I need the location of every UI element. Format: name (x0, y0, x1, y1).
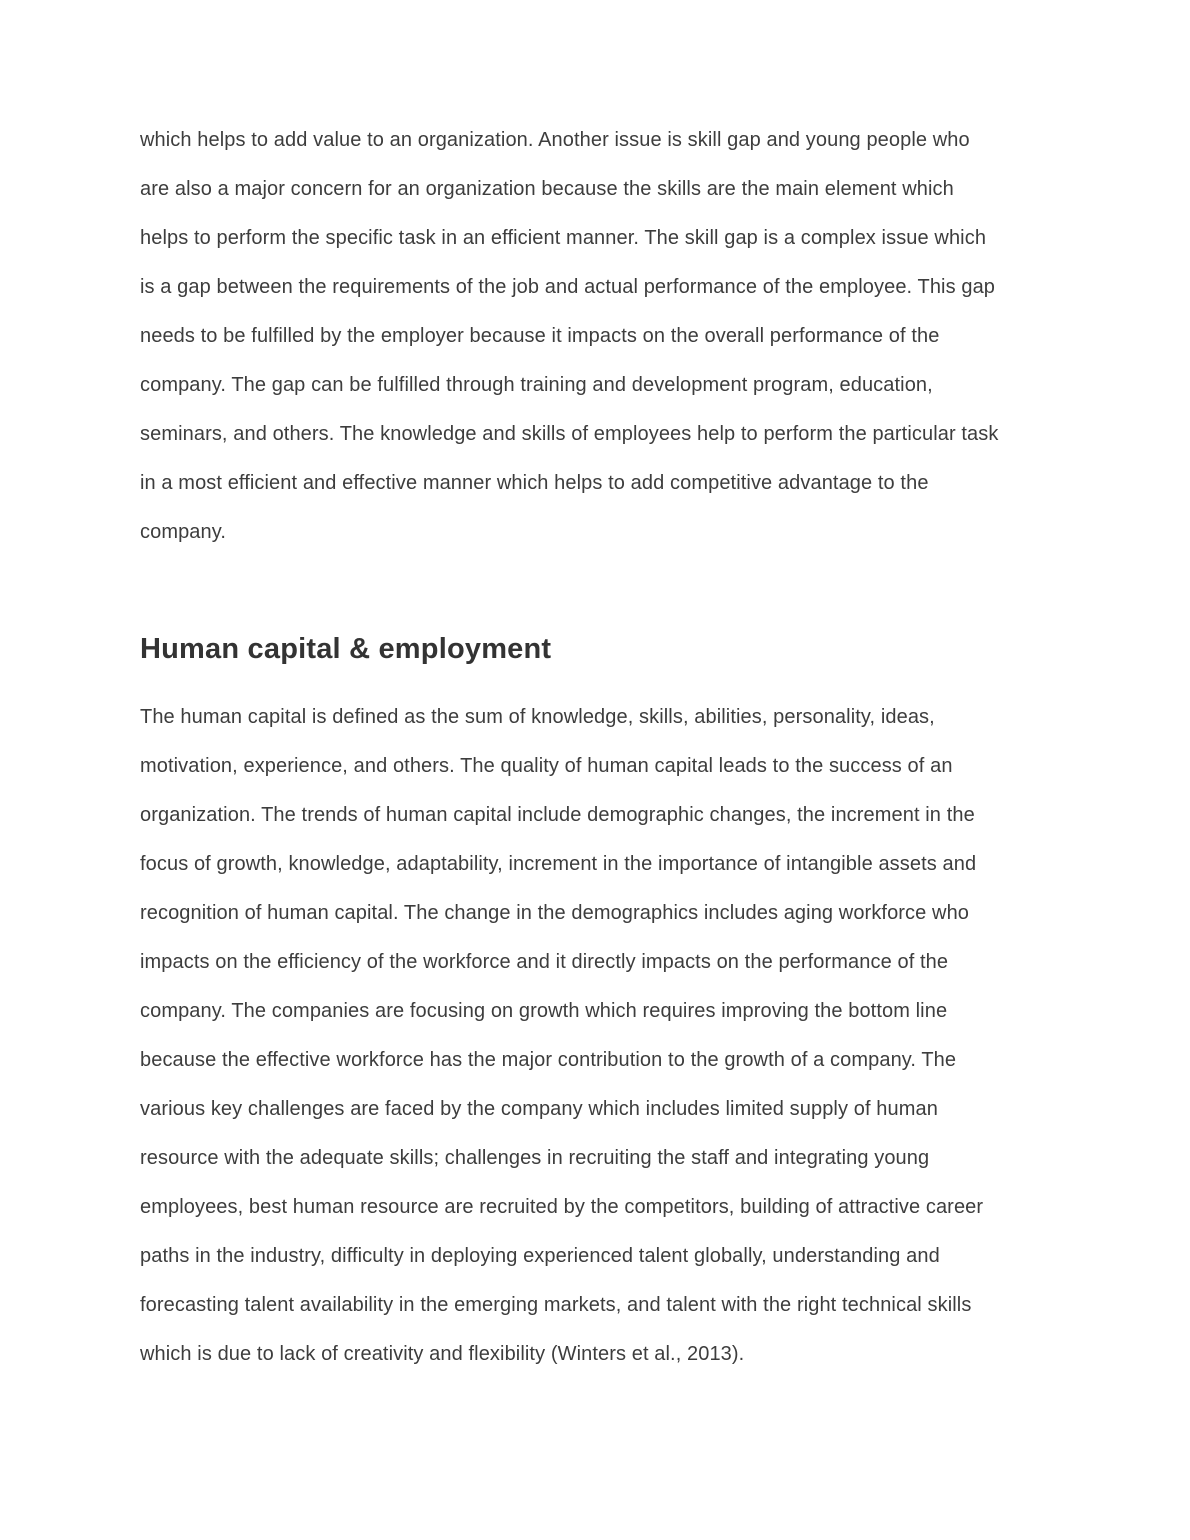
text-line: The human capital is defined as the sum of knowledge, skills, abilities, personality, ideas, (140, 706, 935, 728)
text-line: seminars, and others. The knowledge and skills of employees help to perform the particular task (140, 423, 999, 445)
text-line: various key challenges are faced by the company which includes limited supply of human (140, 1098, 938, 1120)
text-line: company. The gap can be fulfilled through training and development program, education, (140, 374, 933, 396)
text-line: forecasting talent availability in the emerging markets, and talent with the right technical skills (140, 1294, 972, 1316)
section-heading-human-capital: Human capital & employment (140, 633, 552, 665)
text-line: paths in the industry, difficulty in deploying experienced talent globally, understanding and (140, 1245, 940, 1267)
text-line: focus of growth, knowledge, adaptability, increment in the importance of intangible assets and (140, 853, 977, 875)
text-line: company. (140, 521, 227, 543)
paragraph-human-capital (140, 693, 1050, 1379)
text-line: which is due to lack of creativity and flexibility (Winters et al., 2013). (140, 1343, 745, 1365)
text-line: employees, best human resource are recruited by the competitors, building of attractive career (140, 1196, 984, 1218)
text-line: recognition of human capital. The change in the demographics includes aging workforce who (140, 902, 970, 924)
text-line: because the effective workforce has the major contribution to the growth of a company. The (140, 1049, 957, 1071)
text-line: is a gap between the requirements of the job and actual performance of the employee. This gap (140, 276, 996, 298)
text-line: company. The companies are focusing on growth which requires improving the bottom line (140, 1000, 948, 1022)
text-line: which helps to add value to an organization. Another issue is skill gap and young people who (140, 129, 970, 151)
text-line: helps to perform the specific task in an efficient manner. The skill gap is a complex issue which (140, 227, 987, 249)
text-line: needs to be fulfilled by the employer because it impacts on the overall performance of the (140, 325, 940, 347)
text-line: in a most efficient and effective manner which helps to add competitive advantage to the (140, 472, 929, 494)
text-line: organization. The trends of human capital include demographic changes, the increment in the (140, 804, 975, 826)
text-line: impacts on the efficiency of the workforce and it directly impacts on the performance of the (140, 951, 949, 973)
text-line: resource with the adequate skills; challenges in recruiting the staff and integrating young (140, 1147, 930, 1169)
text-line: are also a major concern for an organization because the skills are the main element which (140, 178, 954, 200)
text-line: motivation, experience, and others. The quality of human capital leads to the success of an (140, 755, 953, 777)
paragraph-skill-gap (140, 116, 1050, 557)
